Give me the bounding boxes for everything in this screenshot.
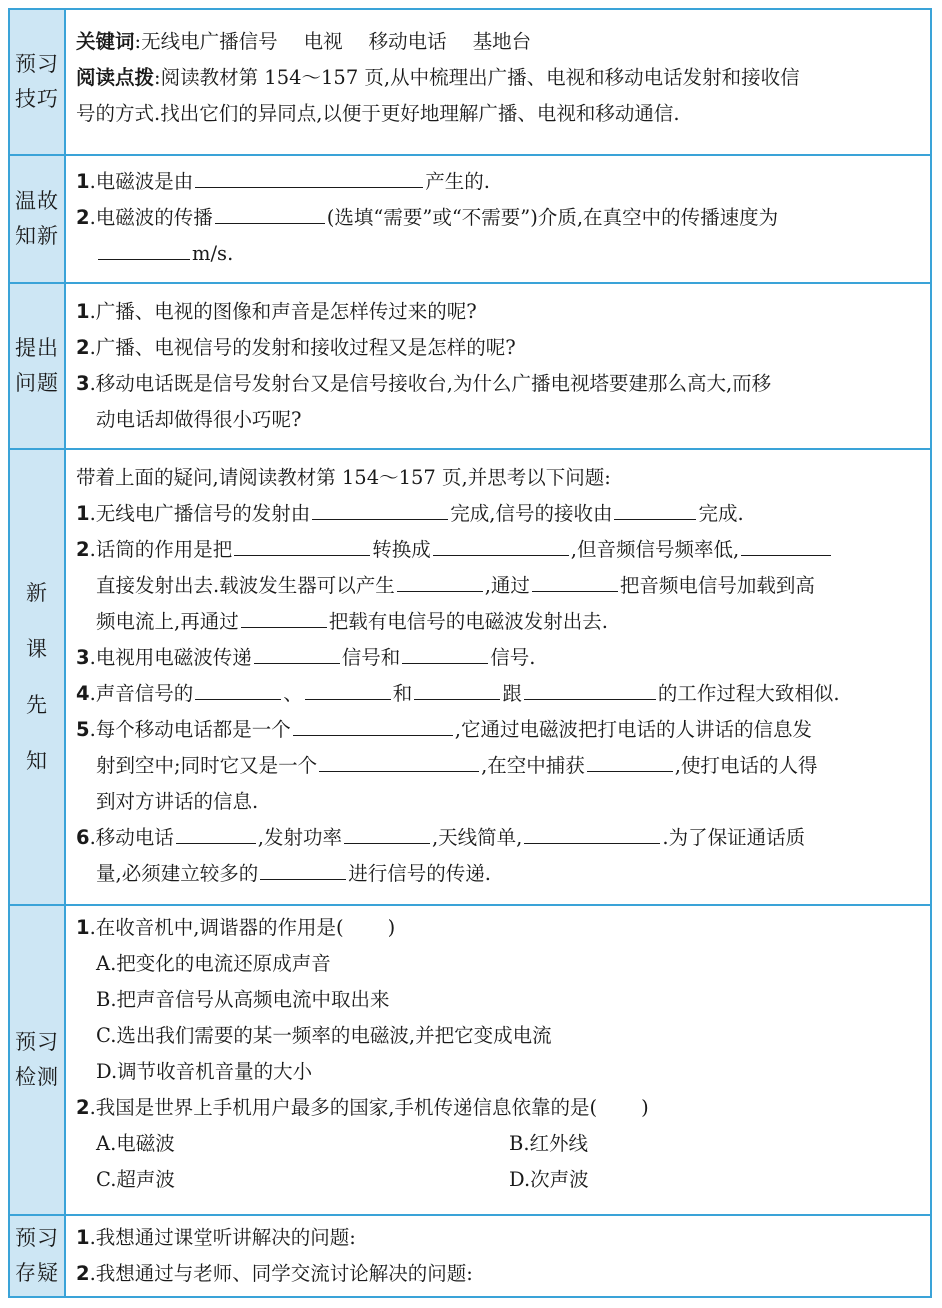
question-text: .我想通过与老师、同学交流讨论解决的问题: [89,1262,473,1285]
answer-blank[interactable] [414,677,500,700]
option-b[interactable]: B.把声音信号从高频电流中取出来 [96,988,390,1011]
question-text: ,通过 [484,574,530,597]
question-text: 射到空中;同时它又是一个 [96,754,318,777]
section-label [10,156,66,282]
question-text: ,使打电话的人得 [674,754,818,777]
section-label [10,284,66,448]
answer-blank[interactable] [741,533,831,556]
reading-tip-line [76,60,922,96]
question-text: ,在空中捕获 [481,754,585,777]
option-row [76,1162,922,1198]
question-line [76,748,922,784]
question-text: .电视用电磁波传递 [89,646,252,669]
question-text: 的工作过程大致相似. [657,682,840,705]
keyword: 移动电话 [368,30,447,53]
question-text: ) [641,1096,649,1119]
question-text: ,天线简单, [431,826,523,849]
keywords-colon: : [134,30,142,53]
reading-tip-text: 阅读教材第 154～157 页,从中梳理出广播、电视和移动电话发射和接收信 [160,66,800,89]
answer-blank[interactable] [402,641,488,664]
question-text: .无线电广播信号的发射由 [89,502,311,525]
section-new-lesson [10,450,930,906]
option-d[interactable]: D.次声波 [509,1168,589,1191]
intro-line: 带着上面的疑问,请阅读教材第 154～157 页,并思考以下问题: [76,466,611,489]
answer-blank[interactable] [532,569,618,592]
answer-blank[interactable] [176,821,256,844]
question-text: .为了保证通话质 [662,826,806,849]
answer-blank[interactable] [614,497,696,520]
question-text: .在收音机中,调谐器的作用是( [89,916,344,939]
question-text: 量,必须建立较多的 [96,862,259,885]
section-label-text: 预习检测 [15,1030,59,1089]
question-text: .广播、电视信号的发射和接收过程又是怎样的呢? [89,336,516,359]
section-content [66,1216,930,1296]
section-content [66,284,930,448]
answer-blank[interactable] [234,533,370,556]
question-line [76,856,922,892]
question-number: 1 [76,170,90,193]
question-text: .电磁波的传播 [89,206,213,229]
question-text: .我国是世界上手机用户最多的国家,手机传递信息依靠的是( [89,1096,598,1119]
question-line [76,640,922,676]
question-text: 动电话却做得很小巧呢? [96,408,302,431]
question-number: 6 [76,826,90,849]
section-questions [10,284,930,450]
answer-blank[interactable] [433,533,569,556]
answer-blank[interactable] [344,821,430,844]
section-content [66,10,930,154]
section-preview-tips [10,10,930,156]
section-label [10,10,66,154]
section-label-text: 预习技巧 [15,52,59,111]
answer-blank[interactable] [215,201,325,224]
question-text: (选填“需要”或“不需要”)介质,在真空中的传播速度为 [326,206,779,229]
answer-blank[interactable] [260,857,346,880]
answer-blank[interactable] [524,821,660,844]
question-line [76,568,922,604]
question-text: 信号. [490,646,536,669]
section-label-text: 预习存疑 [15,1226,59,1285]
question-line [76,1090,922,1126]
question-line [76,164,922,200]
keywords-line [76,24,922,60]
question-text: 进行信号的传递. [348,862,491,885]
answer-blank[interactable] [254,641,340,664]
question-text: 信号和 [341,646,401,669]
answer-blank[interactable] [293,713,453,736]
section-review [10,156,930,284]
question-line [76,1220,922,1256]
question-text: 完成. [698,502,744,525]
question-text: 跟 [502,682,522,705]
worksheet-table [8,8,932,1298]
question-text: 和 [392,682,413,705]
option-b[interactable]: B.红外线 [509,1132,589,1155]
question-line [76,604,922,640]
question-text: .我想通过课堂听讲解决的问题: [89,1226,356,1249]
question-text: .移动电话 [89,826,174,849]
question-text: .移动电话既是信号发射台又是信号接收台,为什么广播电视塔要建那么高大,而移 [89,372,772,395]
question-line [76,236,922,272]
question-number: 1 [76,502,90,525]
question-number: 3 [76,372,90,395]
question-line [76,820,922,856]
question-line [76,402,922,438]
question-text: 把音频电信号加载到高 [619,574,815,597]
keyword: 基地台 [472,30,532,53]
question-text: m/s. [192,242,234,265]
keyword: 无线电广播信号 [141,30,278,53]
question-line [76,330,922,366]
question-line [76,784,922,820]
answer-blank[interactable] [319,749,479,772]
answer-blank[interactable] [305,677,391,700]
answer-blank[interactable] [195,165,423,188]
section-content [66,450,930,904]
keyword: 电视 [303,30,343,53]
question-number: 2 [76,538,90,561]
question-number: 2 [76,336,90,359]
answer-blank[interactable] [587,749,673,772]
question-line [76,200,922,236]
question-text: 频电流上,再通过 [96,610,239,633]
question-line [76,676,922,712]
question-text: 把载有电信号的电磁波发射出去. [328,610,608,633]
question-text: .电磁波是由 [89,170,194,193]
section-label [10,450,66,904]
question-text: ,它通过电磁波把打电话的人讲话的信息发 [454,718,812,741]
question-line [76,532,922,568]
question-text: .每个移动电话都是一个 [89,718,291,741]
reading-tip-text: 号的方式.找出它们的异同点,以便于更好地理解广播、电视和移动通信. [76,102,680,125]
question-text: 到对方讲话的信息. [96,790,259,813]
option-c[interactable]: C.超声波 [96,1168,175,1191]
section-preview-check [10,906,930,1216]
question-line [76,910,922,946]
answer-blank[interactable] [524,677,656,700]
option-a[interactable]: A.电磁波 [96,1132,175,1155]
question-line [76,294,922,330]
question-text: ,但音频信号频率低, [570,538,740,561]
question-number: 2 [76,1096,90,1119]
question-number: 4 [76,682,90,705]
answer-blank[interactable] [312,497,448,520]
question-number: 1 [76,916,90,939]
question-text: 转换成 [372,538,431,561]
reading-tip-line [76,96,922,132]
question-line [76,496,922,532]
question-line [76,366,922,402]
keywords-label: 关键词 [76,30,135,53]
section-content [66,156,930,282]
question-text: 、 [283,682,303,705]
question-number: 5 [76,718,90,741]
question-number: 1 [76,1226,90,1249]
question-number: 2 [76,1262,90,1285]
question-number: 2 [76,206,90,229]
question-text: .广播、电视的图像和声音是怎样传过来的呢? [89,300,477,323]
question-text: 产生的. [425,170,490,193]
option-a[interactable]: A.把变化的电流还原成声音 [96,952,331,975]
question-text: 完成,信号的接收由 [450,502,613,525]
answer-blank[interactable] [195,677,281,700]
reading-tip-label: 阅读点拨 [76,66,155,89]
section-preview-doubts [10,1216,930,1296]
question-text: 直接发射出去.载波发生器可以产生 [96,574,395,597]
section-label [10,1216,66,1296]
question-text: .声音信号的 [89,682,194,705]
option-row [76,1126,922,1162]
question-line [76,1256,922,1292]
answer-blank[interactable] [98,237,190,260]
section-label-text: 提出问题 [15,336,59,395]
question-text: ,发射功率 [257,826,342,849]
question-text: ) [387,916,396,939]
question-number: 3 [76,646,90,669]
option-c[interactable]: C.选出我们需要的某一频率的电磁波,并把它变成电流 [96,1024,552,1047]
question-line [76,712,922,748]
section-label-text: 新课先知 [26,581,48,773]
answer-blank[interactable] [397,569,483,592]
question-number: 1 [76,300,90,323]
section-label [10,906,66,1214]
section-label-text: 温故知新 [15,189,59,248]
section-content [66,906,930,1214]
option-d[interactable]: D.调节收音机音量的大小 [96,1060,313,1083]
reading-tip-colon: : [154,66,161,89]
question-text: .话筒的作用是把 [89,538,233,561]
answer-blank[interactable] [241,605,327,628]
